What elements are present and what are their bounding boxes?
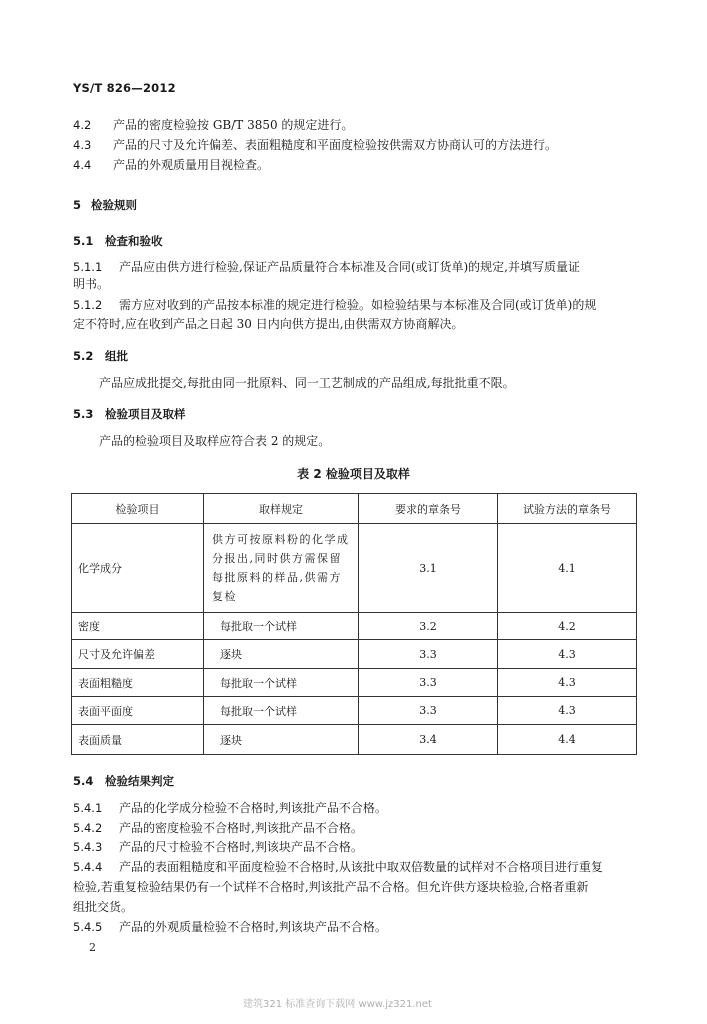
clause-5-4-5 [73,920,387,934]
table-row [72,697,637,725]
table-cell: 逐块 [204,725,359,755]
clause-number: 4.2 [73,118,92,132]
clause-4-2 [73,118,353,132]
table-cell: 表面粗糙度 [72,669,204,697]
section-5-3-text: 产品的检验项目及取样应符合表 2 的规定。 [99,434,331,448]
table-cell: 4.3 [498,697,637,725]
table-cell: 4.4 [498,725,637,755]
clause-4-3 [73,138,557,152]
section-title: 检验规则 [91,198,137,212]
clause-4-4 [73,158,269,172]
clause-number: 5.1.1 [73,260,103,274]
table-cell: 4.3 [498,640,637,669]
section-title: 组批 [105,349,128,363]
clause-text: 产品的外观质量用目视检查。 [113,158,270,172]
standard-header: YS/T 826—2012 [73,81,176,95]
clause-text: 需方应对收到的产品按本标准的规定进行检验。如检验结果与本标准及合同(或订货单)的规 [119,298,597,312]
section-number: 5 [73,198,82,212]
section-title: 检验项目及取样 [105,407,186,421]
section-number: 5.2 [73,349,94,363]
section-5-2-heading [73,348,128,364]
table-cell: 表面平面度 [72,697,204,725]
watermark-footer: 建筑321 标准查询下载网 www.jz321.net [243,999,432,1010]
clause-number: 5.4.3 [73,840,103,854]
section-title: 检验结果判定 [105,774,174,788]
section-number: 5.3 [73,407,94,421]
table-cell: 供方可按原料粉的化学成分报出,同时供方需保留每批原料的样品,供需方复检 [204,524,359,613]
clause-5-4-4 [73,860,603,874]
table-cell: 每批取一个试样 [204,669,359,697]
section-5-3-heading [73,406,186,422]
clause-number: 5.4.2 [73,821,103,835]
table-header-cell: 取样规定 [204,494,359,524]
clause-5-4-2 [73,821,363,835]
clause-number: 5.4.1 [73,801,103,815]
table-row [72,640,637,669]
clause-5-4-4-cont: 组批交货。 [73,900,134,914]
clause-5-1-1 [73,260,580,274]
clause-text: 产品的化学成分检验不合格时,判该批产品不合格。 [119,801,387,815]
section-number: 5.1 [73,234,94,248]
table-cell: 3.1 [359,524,498,613]
table-cell: 密度 [72,613,204,640]
table-cell: 3.3 [359,669,498,697]
table-cell: 4.1 [498,524,637,613]
table-header-cell: 要求的章条号 [359,494,498,524]
table-cell: 3.2 [359,613,498,640]
clause-5-4-4-cont: 检验,若重复检验结果仍有一个试样不合格时,判该批产品不合格。但允许供方逐块检验,合格者重新 [73,880,589,894]
table-header-row [72,494,637,524]
clause-number: 4.3 [73,138,92,152]
section-title: 检查和验收 [105,234,163,248]
table-cell: 每批取一个试样 [204,613,359,640]
table-cell: 表面质量 [72,725,204,755]
clause-number: 5.1.2 [73,298,103,312]
table-cell: 3.3 [359,640,498,669]
table-row [72,524,637,613]
clause-text: 产品的尺寸检验不合格时,判该块产品不合格。 [119,840,363,854]
clause-5-4-1 [73,801,387,815]
clause-number: 5.4.5 [73,920,103,934]
section-5-4-heading [73,773,174,789]
clause-text: 产品的密度检验不合格时,判该批产品不合格。 [119,821,363,835]
table-cell: 4.2 [498,613,637,640]
table-cell: 3.3 [359,697,498,725]
clause-text: 产品的外观质量检验不合格时,判该块产品不合格。 [119,920,387,934]
table-row [72,669,637,697]
clause-number: 4.4 [73,158,92,172]
clause-5-4-3 [73,840,363,854]
section-5-2-text: 产品应成批提交,每批由同一批原料、同一工艺制成的产品组成,每批批重不限。 [99,376,515,390]
table-row [72,725,637,755]
clause-5-1-1-cont: 明书。 [73,277,110,291]
clause-5-1-2 [73,298,596,312]
table-cell: 4.3 [498,669,637,697]
inspection-table [71,493,637,755]
section-5-heading [73,197,137,213]
clause-text: 产品的表面粗糙度和平面度检验不合格时,从该批中取双倍数量的试样对不合格项目进行重复 [119,860,603,874]
table-caption: 表 2 检验项目及取样 [297,467,410,481]
table-cell: 化学成分 [72,524,204,613]
table-row [72,613,637,640]
table-cell: 3.4 [359,725,498,755]
clause-text: 产品的密度检验按 GB/T 3850 的规定进行。 [113,118,354,132]
section-5-1-heading [73,233,163,249]
page-number: 2 [89,941,96,954]
table-cell: 每批取一个试样 [204,697,359,725]
table-header-cell: 检验项目 [72,494,204,524]
section-number: 5.4 [73,774,94,788]
table-header-cell: 试验方法的章条号 [498,494,637,524]
clause-text: 产品的尺寸及允许偏差、表面粗糙度和平面度检验按供需双方协商认可的方法进行。 [113,138,558,152]
table-cell: 逐块 [204,640,359,669]
clause-5-1-2-cont: 定不符时,应在收到产品之日起 30 日内向供方提出,由供需双方协商解决。 [73,317,464,331]
clause-text: 产品应由供方进行检验,保证产品质量符合本标准及合同(或订货单)的规定,并填写质量证 [119,260,580,274]
clause-number: 5.4.4 [73,860,103,874]
table-cell: 尺寸及允许偏差 [72,640,204,669]
